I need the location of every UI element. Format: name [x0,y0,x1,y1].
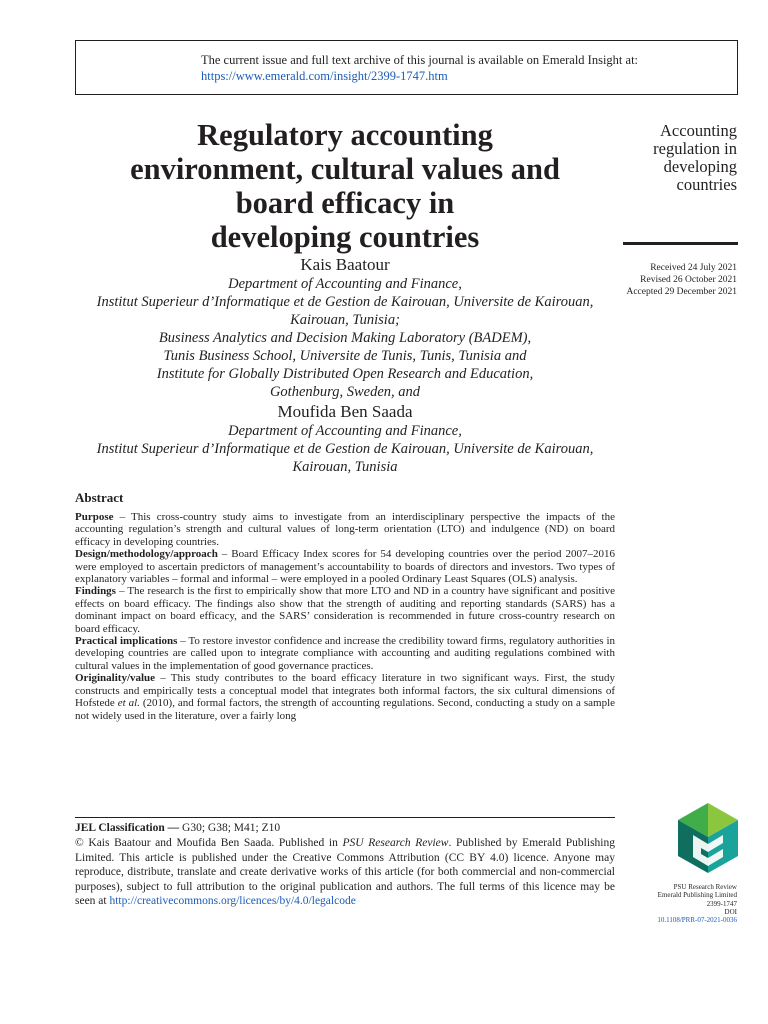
originality-italic: et al. [117,697,140,710]
author-affiliation: Department of Accounting and Finance, [228,423,462,439]
title-line: Regulatory accounting [197,118,493,152]
doi-link[interactable]: 10.1108/PRR-07-2021-0036 [657,916,737,925]
author-affiliation: Gothenburg, Sweden, and [269,384,421,400]
author-affiliation: Department of Accounting and Finance, [228,276,462,292]
abstract-heading: Abstract [75,490,124,505]
originality-text-end: (2010), and formal factors, the strength of accounting regulations. Second, conducting a study on a sample not widely used in the literature, over a fairly long [75,697,616,722]
author-affiliation: Institut Superieur d’Informatique et de Gestion de Kairouan, Universite de Kairouan, [96,441,594,457]
title-line: environment, cultural values and [130,152,560,186]
revised-date: Revised 26 October 2021 [640,275,737,285]
journal-issn: 2399-1747 [706,899,737,908]
abstract-originality [75,672,615,722]
received-date: Received 24 July 2021 [650,263,737,273]
purpose-label: Purpose [75,511,114,523]
running-title-line: regulation in [653,139,737,158]
archive-notice-box [75,40,738,95]
abstract-findings [75,585,615,635]
abstract-design [75,548,615,585]
article-title [80,118,610,254]
jel-codes: G30; G38; M41; Z10 [179,822,281,834]
author-affiliation: Institute for Globally Distributed Open Research and Education, [156,366,534,382]
author-block [60,254,630,476]
author-affiliation: Tunis Business School, Universite de Tunis, Tunis, Tunisia and [163,348,527,364]
author-affiliation: Institut Superieur d’Informatique et de Gestion de Kairouan, Universite de Kairouan, [96,294,594,310]
author-affiliation: Kairouan, Tunisia [292,459,398,475]
title-line: developing countries [210,220,480,254]
abstract-purpose [75,511,615,548]
author-name: Kais Baatour [300,255,390,274]
doi-line [657,908,737,925]
journal-name: PSU Research Review [673,883,737,891]
journal-logo-icon [677,802,739,874]
practical-label: Practical implications [75,635,178,648]
sidebar-divider [623,242,738,245]
copyright-notice [75,836,615,909]
findings-label: Findings [75,585,116,598]
article-dates [626,262,737,298]
author-name: Moufida Ben Saada [277,402,413,421]
doi-label: DOI [724,907,737,916]
jel-classification [75,822,280,835]
archive-notice-text: The current issue and full text archive of this journal is available on Emerald Insight at: [201,53,639,67]
running-title-line: Accounting [660,121,737,140]
journal-info [657,883,737,924]
originality-text: – This study contributes to the board efficacy literature in two significant ways. First, the study constructs and empirically tests a conceptual model that integrates both informal factors, the six cultural dimensions of Hofstede [75,672,615,710]
author-affiliation: Kairouan, Tunisia; [290,312,400,328]
purpose-text: – This cross-country study aims to investigate from an interdisciplinary perspective the impacts of the accounting regulation’s strength and cultural values of long-term orientation (LTO) and indulgence (ND) on board efficacy in developing countries. [75,511,615,548]
findings-text: – The research is the first to empirically show that more LTO and ND in a country have significant and positive effects on board efficacy. The findings also show that the strength of auditing and reporting standards (SARS) has a dominant impact on board efficacy, and the SARS’ consideration is recommended in future cross-country research on board efficacy. [75,585,615,635]
publisher-name: Emerald Publishing Limited [657,891,737,900]
copyright-text-2: . Published by Emerald Publishing Limited. This article is published under the Creative Commons Attribution (CC BY 4.0) licence. Anyone may reproduce, distribute, translate and create derivative works of this article (for both commercial and non-commercial purposes), subject to full attribution to the original publication and authors. The full terms of this licence may be seen at [75,837,615,907]
archive-url-link[interactable]: https://www.emerald.com/insight/2399-1747.htm [201,69,448,83]
practical-text: – To restore investor confidence and increase the credibility toward firms, regulatory authorities in developing countries are called upon to integrate compliance with accounting and auditing regulations combined with cultural values in the implementation of good governance practices. [75,635,616,672]
running-title-line: countries [676,175,737,194]
abstract-section [75,490,615,722]
design-text: – Board Efficacy Index scores for 54 developing countries over the period 2007–2016 were employed to ascertain predictors of management’s accountability to boards of directors and investors. Two types of explanatory variables – formal and informal – were employed in a pooled Ordinary Least Squares (OLS) analysis. [75,548,615,586]
abstract-practical [75,635,615,672]
originality-label: Originality/value [75,672,156,685]
copyright-text: © Kais Baatour and Moufida Ben Saada. Published in [75,837,343,849]
title-line: board efficacy in [235,186,455,220]
running-title-line: developing [663,157,737,176]
author-affiliation: Business Analytics and Decision Making Laboratory (BADEM), [158,330,532,346]
running-title [587,122,737,194]
accepted-date: Accepted 29 December 2021 [626,287,737,297]
design-label: Design/methodology/approach [75,548,218,561]
footer-divider [75,817,615,818]
licence-link[interactable]: http://creativecommons.org/licences/by/4.0/legalcode [109,895,356,907]
jel-label: JEL Classification — [75,822,180,834]
copyright-journal: PSU Research Review [342,837,449,849]
